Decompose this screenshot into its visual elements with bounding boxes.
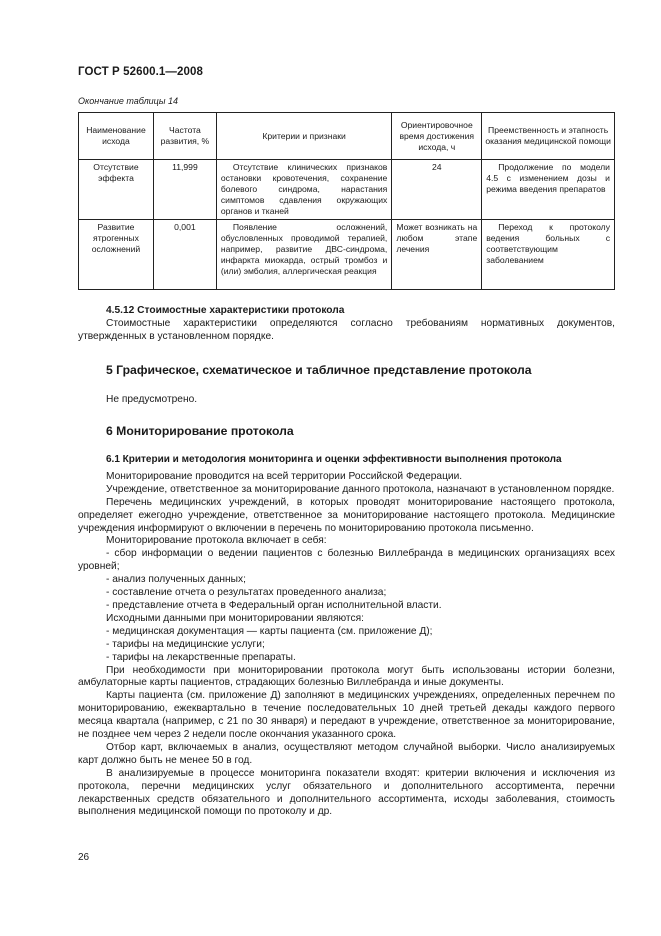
cell-time: 24 bbox=[392, 160, 482, 220]
cell-continuity: Переход к протоколу ведения больных с соответствующим заболеванием bbox=[482, 220, 615, 290]
list-item: - составление отчета о результатах проведенного анализа; bbox=[106, 587, 387, 599]
section-heading: 5 Графическое, схематическое и табличное представление протокола bbox=[106, 363, 532, 377]
section-6 bbox=[78, 425, 615, 438]
cell-freq: 0,001 bbox=[153, 220, 216, 290]
col-header: Наименование исхода bbox=[79, 113, 154, 160]
col-header: Частота развития, % bbox=[153, 113, 216, 160]
section-5 bbox=[78, 364, 615, 377]
page-number: 26 bbox=[78, 852, 90, 863]
table-14 bbox=[78, 112, 615, 290]
table-header-row bbox=[79, 113, 615, 160]
col-header: Ориентировочное время достижения исхода, ч bbox=[392, 113, 482, 160]
cell-name: Отсутствие эффекта bbox=[79, 160, 154, 220]
cell-continuity: Продолжение по модели 4.5 с изменением дозы и режима введения препаратов bbox=[482, 160, 615, 220]
section-5-body bbox=[78, 394, 615, 407]
paragraph: Карты пациента (см. приложение Д) заполняют в медицинских учреждениях, определенных перечнем по мониторированию, ежеквартально в течение последовательных 10 дней третьей декады каждого первого месяца квартала (например, с 21 по 30 января) и передают в учреждение, ответственное за мониторирование, не позднее чем через 2 недели после окончания указанного срока. bbox=[78, 690, 615, 741]
section-6-1 bbox=[78, 454, 615, 819]
paragraph: При необходимости при мониторировании протокола могут быть использованы истории болезни, амбулаторные карты пациентов, страдающих болезнью Виллебранда и иные документы. bbox=[78, 664, 615, 689]
section-heading: 6 Мониторирование протокола bbox=[106, 424, 294, 438]
list-item: - сбор информации о ведении пациентов с болезнью Виллебранда в медицинских организациях всех уровней; bbox=[78, 548, 615, 573]
cell-criteria: Появление осложнений, обусловленных проводимой терапией, например, развитие ДВС-синдрома, инфаркта миокарда, острый тромбоз и (или) эмболия, аллергическая реакция bbox=[216, 220, 391, 290]
list-item: - анализ полученных данных; bbox=[106, 574, 246, 586]
table-row bbox=[79, 160, 615, 220]
table-row bbox=[79, 220, 615, 290]
list-item: - тарифы на медицинские услуги; bbox=[106, 638, 265, 650]
cell-freq: 11,999 bbox=[153, 160, 216, 220]
paragraph: В анализируемые в процессе мониторинга показатели входят: критерии включения и исключения из протокола, перечни медицинских услуг обязательного и дополнительного ассортимента, перечни лекарственных средств обязательного и дополнительного ассортимента, исходы заболевания, стоимость выполнения медицинской помощи по протоколу и др. bbox=[78, 767, 615, 818]
section-4-5-12 bbox=[78, 305, 615, 344]
paragraph: Мониторирование проводится на всей территории Российской Федерации. bbox=[106, 470, 463, 482]
col-header: Преемственность и этапность оказания медицинской помощи bbox=[482, 113, 615, 160]
paragraph: Стоимостные характеристики определяются согласно требованиям нормативных документов, утвержденных в установленном порядке. bbox=[78, 317, 615, 342]
col-header: Критерии и признаки bbox=[216, 113, 391, 160]
paragraph: Исходными данными при мониторировании являются: bbox=[106, 612, 364, 624]
table-caption: Окончание таблицы 14 bbox=[78, 96, 178, 106]
cell-time: Может возникать на любом этапе лечения bbox=[392, 220, 482, 290]
list-item: - представление отчета в Федеральный орган исполнительной власти. bbox=[106, 599, 442, 611]
subsection-heading: 6.1 Критерии и методология мониторинга и оценки эффективности выполнения протокола bbox=[106, 454, 562, 465]
cell-criteria: Отсутствие клинических признаков остановки кровотечения, сохранение болевого синдрома, нарастания симптомов сдавления окружающих органов и тканей bbox=[216, 160, 391, 220]
paragraph: Перечень медицинских учреждений, в которых проводят мониторирование настоящего протокола, определяет ежегодно учреждение, ответственное за мониторирование настоящего протокола. Медицинские учреждения информируют о включении в перечень по мониторированию протокола письменно. bbox=[78, 496, 615, 534]
document-header: ГОСТ Р 52600.1—2008 bbox=[78, 66, 203, 78]
list-item: - медицинская документация — карты пациента (см. приложение Д); bbox=[106, 625, 433, 637]
list-item: - тарифы на лекарственные препараты. bbox=[106, 651, 296, 663]
section-heading: 4.5.12 Стоимостные характеристики протокола bbox=[106, 305, 345, 316]
paragraph: Не предусмотрено. bbox=[106, 394, 198, 405]
paragraph: Учреждение, ответственное за мониторирование данного протокола, назначают в установленном порядке. bbox=[106, 483, 615, 495]
paragraph: Отбор карт, включаемых в анализ, осуществляют методом случайной выборки. Число анализируемых карт должно быть не менее 50 в год. bbox=[78, 741, 615, 766]
cell-name: Развитие ятрогенных осложнений bbox=[79, 220, 154, 290]
paragraph: Мониторирование протокола включает в себя: bbox=[106, 535, 327, 547]
